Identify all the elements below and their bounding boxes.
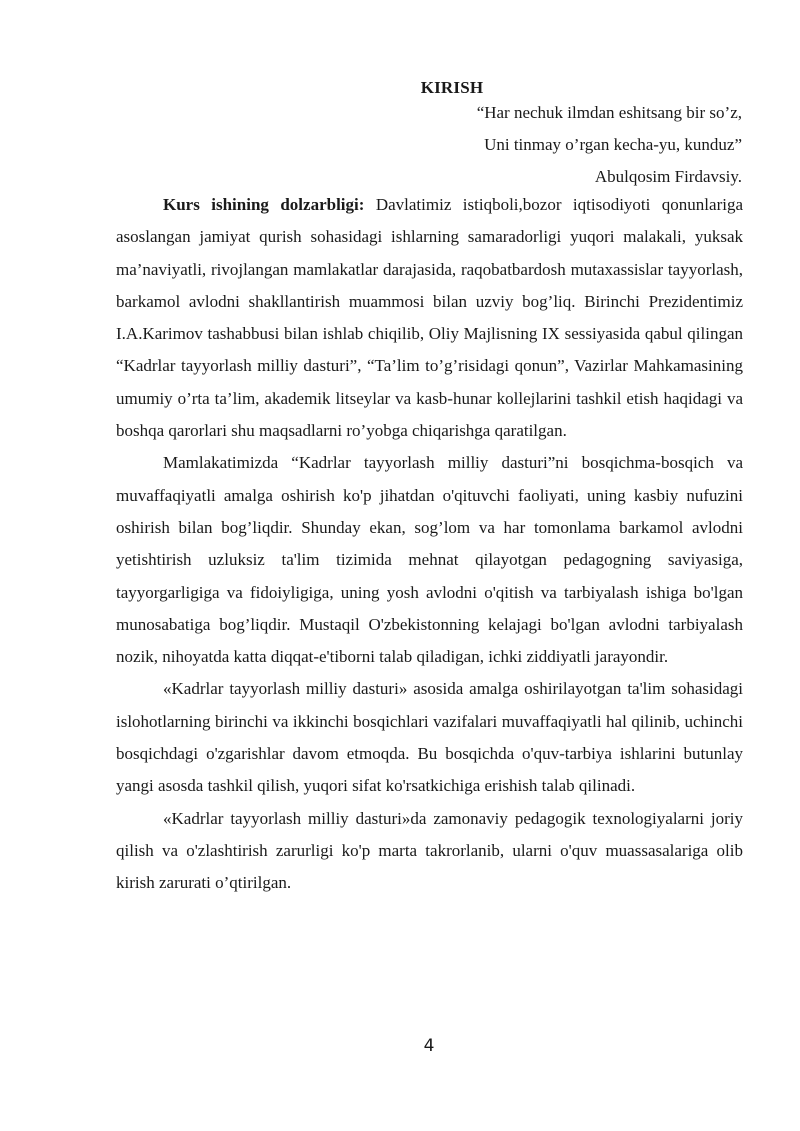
epigraph bbox=[477, 97, 742, 193]
epigraph-line-1: “Har nechuk ilmdan eshitsang bir so’z, bbox=[476, 103, 742, 122]
paragraph-4: «Kadrlar tayyorlash milliy dasturi»da zamonaviy pedagogik texnologiyalarni joriy qilish va o'zlashtirish zarurligi ko'p marta takrorlanib, ularni o'quv muassasalariga olib kirish zarurati o’qtirilgan. bbox=[116, 808, 743, 893]
paragraph-3: «Kadrlar tayyorlash milliy dasturi» asosida amalga oshirilayotgan ta'lim sohasidagi islohotlarning birinchi va ikkinchi bosqichlari vazifalari muvaffaqiyatli hal qilinib, uchinchi bosqichdagi o'zgarishlar davom etmoqda. Bu bosqichda o'quv-tarbiya ishlarini butunlay yangi asosda tashkil qilish, yuqori sifat ko'rsatkichiga erishish talab qilinadi. bbox=[116, 679, 743, 796]
paragraph-lead: Kurs ishining dolzarbligi: bbox=[163, 195, 365, 214]
paragraph-2: Mamlakatimizda “Kadrlar tayyorlash milliy dasturi”ni bosqichma-bosqich va muvaffaqiyatli amalga oshirish ko'p jihatdan o'qituvchi faoliyati, uning kasbiy nufuzini oshirish bilan bog’liqdir. Shunday ekan, sog’lom va har tomonlama barkamol avlodni yetishtirish uzluksiz ta'lim tizimida mehnat qilayotgan pedagogning saviyasiga, tayyorgarligiga va fidoiyligiga, uning yosh avlodni o'qitish va tarbiyalash ishiga bo'lgan munosabatiga bog’liqdir. Mustaqil O'zbekistonning kelajagi bo'lgan avlodni tarbiyalash nozik, nihoyatda katta diqqat-e'tiborni talab qiladigan, ichki ziddiyatli jarayondir. bbox=[116, 453, 743, 667]
epigraph-author: Abulqosim Firdavsiy. bbox=[594, 167, 742, 186]
page-title: KIRISH bbox=[420, 78, 484, 97]
paragraph-1 bbox=[116, 189, 743, 447]
paragraph-text: Davlatimiz istiqboli,bozor iqtisodiyoti qonunlariga asoslangan jamiyat qurish sohasidagi ishlarning samaradorligi yuqori malakali, yuksak ma’naviyatli, rivojlangan mamlakatlar darajasida, raqobatbardosh mutaxassislar tayyorlash, barkamol avlodni shakllantirish muammosi bilan uzviy bog’liq. Birinchi Prezidentimiz I.A.Karimov tashabbusi bilan ishlab chiqilib, Oliy Majlisning IX sessiyasida qabul qilingan “Kadrlar tayyorlash milliy dasturi”, “Ta’lim to’g’risidagi qonun”, Vazirlar Mahkamasining umumiy o’rta ta’lim, akademik litseylar va kasb-hunar kollejlarini tashkil etish haqidagi va boshqa qarorlari shu maqsadlarni ro’yobga chiqarishga qaratilgan. bbox=[116, 195, 743, 441]
page-number: 4 bbox=[423, 1036, 435, 1056]
epigraph-line-2: Uni tinmay o’rgan kecha-yu, kunduz” bbox=[484, 135, 742, 154]
body-text bbox=[116, 189, 743, 900]
